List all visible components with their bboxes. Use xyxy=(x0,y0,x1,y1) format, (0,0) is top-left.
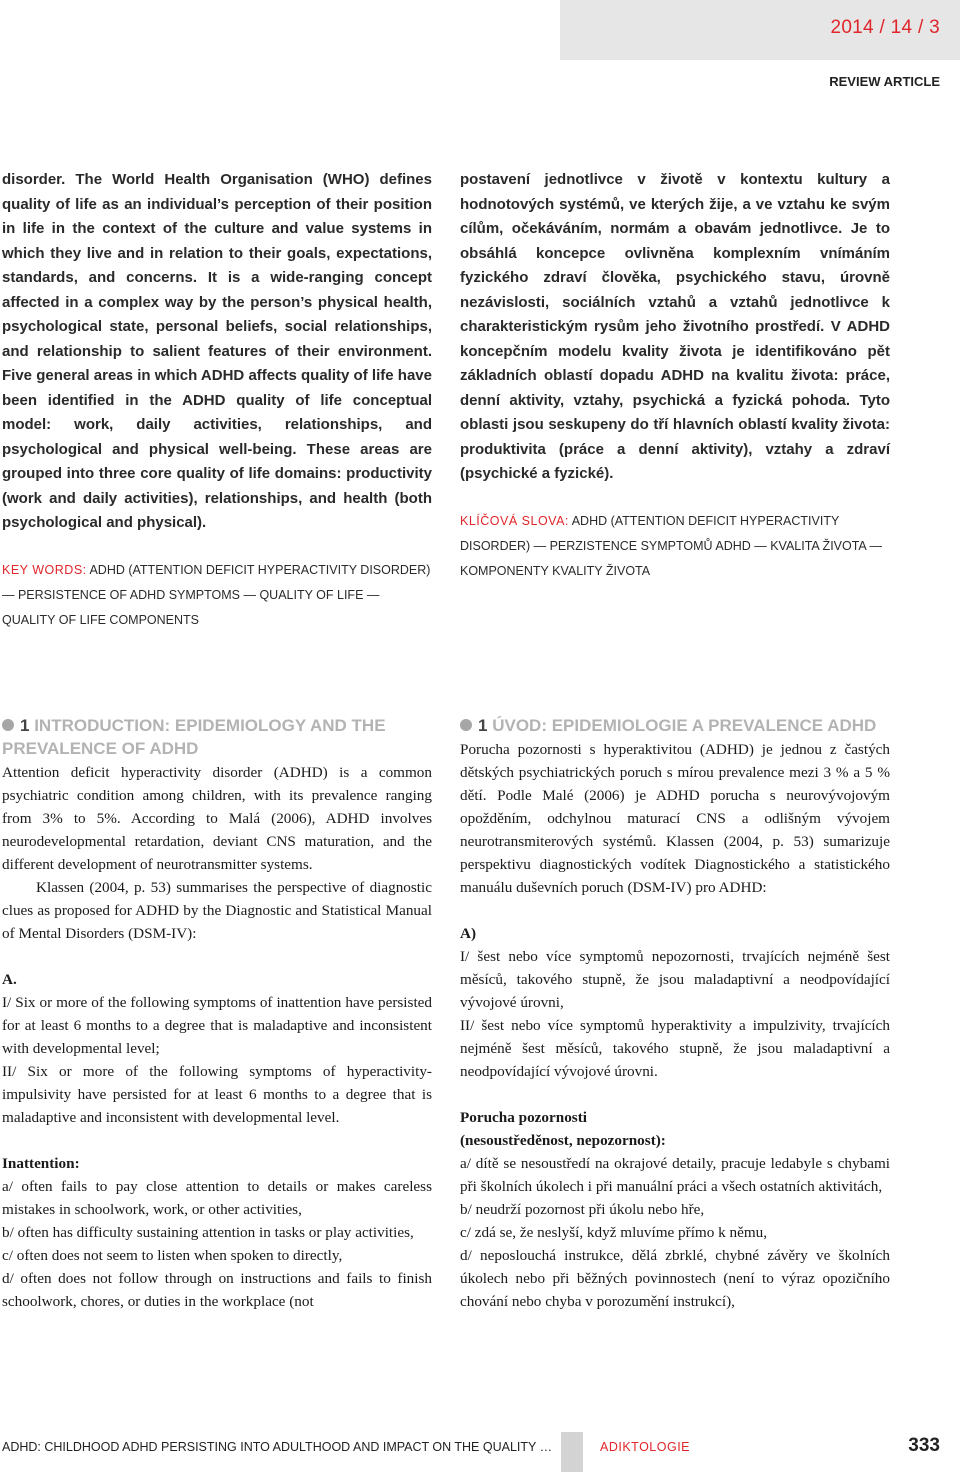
section-cz xyxy=(460,714,890,1313)
list-item: b/ neudrží pozornost při úkolu nebo hře, xyxy=(460,1201,705,1218)
section-cz-text xyxy=(460,738,890,1313)
list-item: b/ often has difficulty sustaining attention in tasks or play activities, xyxy=(2,1224,414,1241)
footer-title: ADHD: CHILDHOOD ADHD PERSISTING INTO ADULTHOOD AND IMPACT ON THE QUALITY … xyxy=(2,1440,553,1454)
section-cz-p1: Porucha pozornosti s hyperaktivitou (ADHD) je jednou z častých dětských psychiatrických poruch s mírou prevalence mezi 3 % a 5 % dětí. Podle Malé (2006) je ADHD porucha s neurovývojovým opožděním, odchylnou maturací CNS a odlišným vývojem neurotransmiterových systémů. Klassen (2004, p. 53) sumarizuje perspektivu diagnostických vodítek Diagnostického a statistického manuálu duševních poruch (DSM-IV) pro ADHD: xyxy=(460,741,890,896)
section-cz-number: 1 xyxy=(478,716,488,735)
footer xyxy=(0,1432,960,1462)
list-item: d/ often does not follow through on instructions and fails to finish schoolwork, chores, or duties in the workplace (not xyxy=(2,1270,432,1310)
section-en-p1: Attention deficit hyperactivity disorder (ADHD) is a common psychiatric condition among children, with its prevalence ranging from 3% to 5%. According to Malá (2006), ADHD involves neurodevelopmental retardation, deviant CNS maturation, and the different development of neurotransmitter systems. xyxy=(2,764,432,873)
list-item: c/ zdá se, že neslyší, když mluvíme přímo k němu, xyxy=(460,1224,768,1241)
page-number: 333 xyxy=(908,1435,940,1456)
section-cz-title: ÚVOD: EPIDEMIOLOGIE A PREVALENCE ADHD xyxy=(492,716,877,735)
section-en-item-i: I/ Six or more of the following symptoms of inattention have persisted for at least 6 months to a degree that is maladaptive and inconsistent with developmental level; xyxy=(2,994,432,1057)
keywords-cz xyxy=(460,509,890,584)
issue-number: 2014 / 14 / 3 xyxy=(830,17,940,38)
keywords-cz-list: ADHD (ATTENTION DEFICIT HYPERACTIVITY DISORDER) — PERZISTENCE SYMPTOMŮ ADHD — KVALITA ŽIVOTA — KOMPONENTY KVALITY ŽIVOTA xyxy=(460,513,883,578)
list-item: a/ dítě se nesoustředí na okrajové detaily, pracuje ledabyle s chybami při školních úkolech i při manuální práci a všech ostatních aktivitách, xyxy=(460,1155,890,1195)
footer-journal: ADIKTOLOGIE xyxy=(600,1440,691,1454)
section-en xyxy=(2,714,432,1313)
keywords-cz-label: KLÍČOVÁ SLOVA: xyxy=(460,513,569,528)
section-en-text xyxy=(2,761,432,1313)
header-band xyxy=(560,0,960,60)
keywords-en-label: KEY WORDS: xyxy=(2,562,87,577)
section-en-item-ii: II/ Six or more of the following symptoms of hyperactivity-impulsivity have persisted for at least 6 months to a degree that is maladaptive and inconsistent with developmental level. xyxy=(2,1063,432,1126)
abstract-en xyxy=(2,168,432,633)
abstract-en-text: disorder. The World Health Organisation (WHO) defines quality of life as an individual’s perception of their position in life in the context of the culture and value systems in which they live and in relation to their goals, expectations, standards, and concerns. It is a wide-ranging concept affected in a complex way by the person’s physical health, psychological state, personal beliefs, social relationships, and relationship to salient features of their environment. Five general areas in which ADHD affects quality of life have been identified in the ADHD quality of life conceptual model: work, daily activities, relationships, and psychological and physical well-being. These areas are grouped into three core quality of life domains: productivity (work and daily activities), relationships, and health (both psychological and physical). xyxy=(2,171,432,531)
section-en-inattention-title: Inattention: xyxy=(2,1155,80,1172)
bullet-dot-icon xyxy=(460,719,472,731)
section-cz-inattention-title-1: Porucha pozornosti xyxy=(460,1109,587,1126)
keywords-en xyxy=(2,558,432,633)
section-cz-inattention-title-2: (nesoustředěnost, nepozornost): xyxy=(460,1132,666,1149)
section-cz-item-i: I/ šest nebo více symptomů nepozornosti, trvajících nejméně šest měsíců, takového stupně, že jsou maladaptivní a neodpovídající vývojové úrovni, xyxy=(460,948,890,1011)
section-en-number: 1 xyxy=(20,716,30,735)
section-cz-heading xyxy=(460,714,890,737)
section-cz-item-ii: II/ šest nebo více symptomů hyperaktivity a impulzivity, trvajících nejméně šest měsíců, takového stupně, že jsou maladaptivní a neodpovídající vývojové úrovni. xyxy=(460,1017,890,1080)
list-item: d/ neposlouchá instrukce, dělá zbrklé, chybné závěry ve školních úkolech nebo při běžných povinnostech (není to výraz opozičního chování nebo chyba v porozumění instrukcí), xyxy=(460,1247,890,1310)
keywords-en-list: ADHD (ATTENTION DEFICIT HYPERACTIVITY DISORDER) — PERSISTENCE OF ADHD SYMPTOMS — QUALITY OF LIFE — QUALITY OF LIFE COMPONENTS xyxy=(2,562,431,627)
section-en-p2: Klassen (2004, p. 53) summarises the perspective of diagnostic clues as proposed for ADHD by the Diagnostic and Statistical Manual of Mental Disorders (DSM-IV): xyxy=(2,879,432,942)
section-cz-label-a: A) xyxy=(460,925,477,942)
section-en-label-a: A. xyxy=(2,971,17,988)
list-item: a/ often fails to pay close attention to details or makes careless mistakes in schoolwork, work, or other activities, xyxy=(2,1178,432,1218)
footer-divider xyxy=(561,1432,583,1472)
abstract-cz xyxy=(460,168,890,584)
section-en-title: INTRODUCTION: EPIDEMIOLOGY AND THE PREVALENCE OF ADHD xyxy=(2,716,386,758)
section-en-heading xyxy=(2,714,432,760)
section-label: REVIEW ARTICLE xyxy=(829,74,940,89)
abstract-cz-text: postavení jednotlivce v životě v kontextu kultury a hodnotových systémů, ve kterých žije, a ve vztahu ke svým cílům, očekáváním, normám a obavám jednotlivce. Je to obsáhlá koncepce ovlivněna komplexním vnímáním fyzického zdraví člověka, psychického stavu, úrovně nezávislosti, sociálních vztahů a vztahů jednotlivce k charakteristickým rysům jeho životního prostředí. V ADHD koncepčním modelu kvality života je identifikováno pět základních oblastí dopadu ADHD na kvalitu života: práce, denní aktivity, vztahy, psychická a fyzická pohoda. Tyto oblasti jsou seskupeny do tří hlavních oblastí kvality života: produktivita (práce a denní aktivity), vztahy a zdraví (psychické a fyzické). xyxy=(460,171,890,482)
bullet-dot-icon xyxy=(2,719,14,731)
list-item: c/ often does not seem to listen when spoken to directly, xyxy=(2,1247,343,1264)
